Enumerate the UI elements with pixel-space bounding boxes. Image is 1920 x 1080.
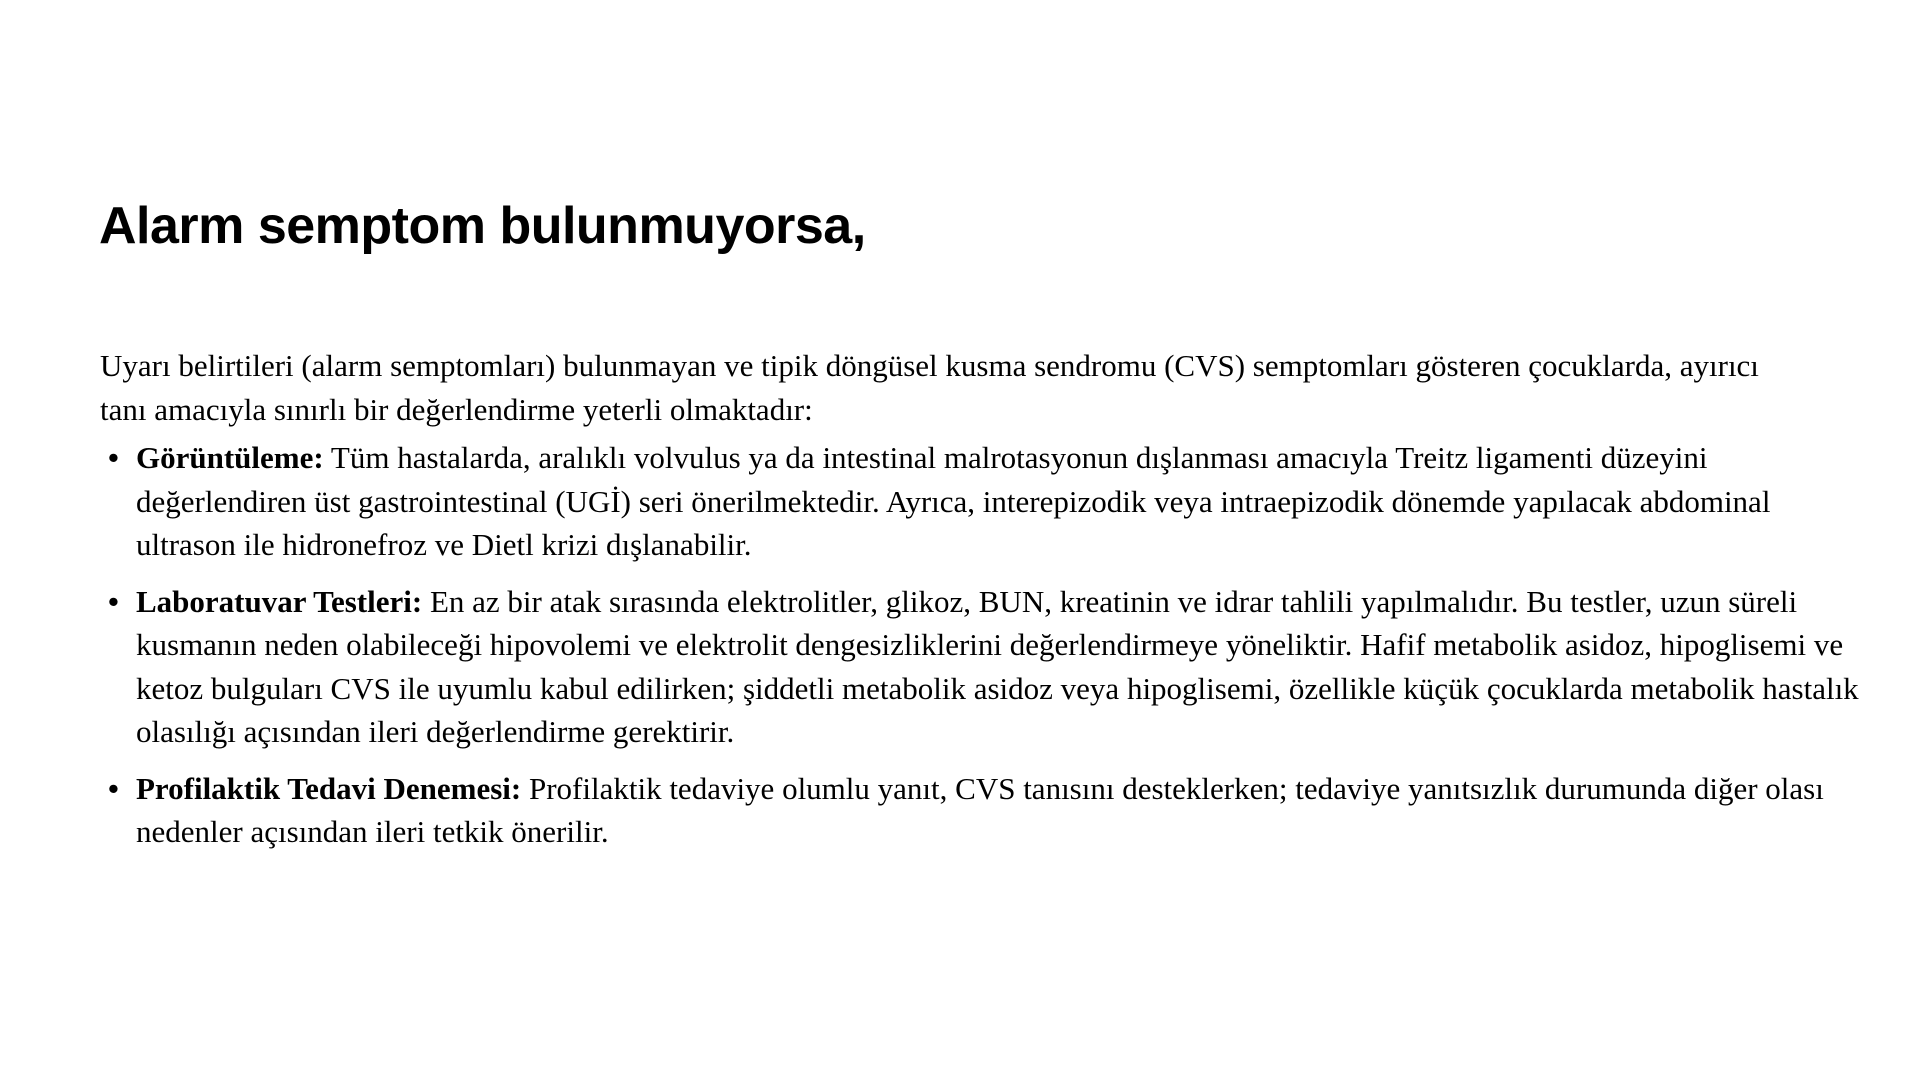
bullet-dot-icon: • — [108, 440, 119, 475]
slide-title: Alarm semptom bulunmuyorsa, — [99, 197, 866, 255]
bullet-label: Laboratuvar Testleri: — [136, 583, 423, 619]
intro-paragraph: Uyarı belirtileri (alarm semptomları) bulunmayan ve tipik döngüsel kusma sendromu (CVS) semptomları gösteren çocuklarda, ayırıcı tanı amacıyla sınırlı bir değerlendirme yeterli olmaktadır: — [100, 348, 1759, 427]
bullet-item-profilaktik — [100, 767, 1846, 854]
bullet-label: Profilaktik Tedavi Denemesi: — [136, 770, 522, 806]
bullet-text: Tüm hastalarda, aralıklı volvulus ya da intestinal malrotasyonun dışlanması amacıyla Treitz ligamenti düzeyini değerlendiren üst gastrointestinal (UGİ) seri önerilmektedir. Ayrıca, interepizodik veya intraepizodik dönemde yapılacak abdominal ultrason ile hidronefroz ve Dietl krizi dışlanabilir. — [136, 440, 1771, 562]
bullet-label: Görüntüleme: — [136, 440, 324, 475]
bullet-dot-icon: • — [108, 583, 119, 619]
bullet-item-goruntuleme — [100, 436, 1806, 567]
bullet-list — [100, 436, 1859, 854]
bullet-text: En az bir atak sırasında elektrolitler, glikoz, BUN, kreatinin ve idrar tahlili yapılmalıdır. Bu testler, uzun süreli kusmanın neden olabileceği hipovolemi ve elektrolit dengesizliklerini değerlendirmeye yöneliktir. Hafif metabolik asidoz, hipoglisemi ve ketoz bulguları CVS ile uyumlu kabul edilirken; şiddetli metabolik asidoz veya hipoglisemi, özellikle küçük çocuklarda metabolik hastalık olasılığı açısından ileri değerlendirme gerektirir. — [136, 583, 1859, 749]
slide-body — [100, 344, 1859, 867]
bullet-text: Profilaktik tedaviye olumlu yanıt, CVS tanısını desteklerken; tedaviye yanıtsızlık durumunda diğer olası nedenler açısından ileri tetkik önerilir. — [136, 770, 1824, 849]
bullet-item-laboratuvar — [100, 580, 1876, 754]
bullet-dot-icon: • — [108, 770, 119, 806]
